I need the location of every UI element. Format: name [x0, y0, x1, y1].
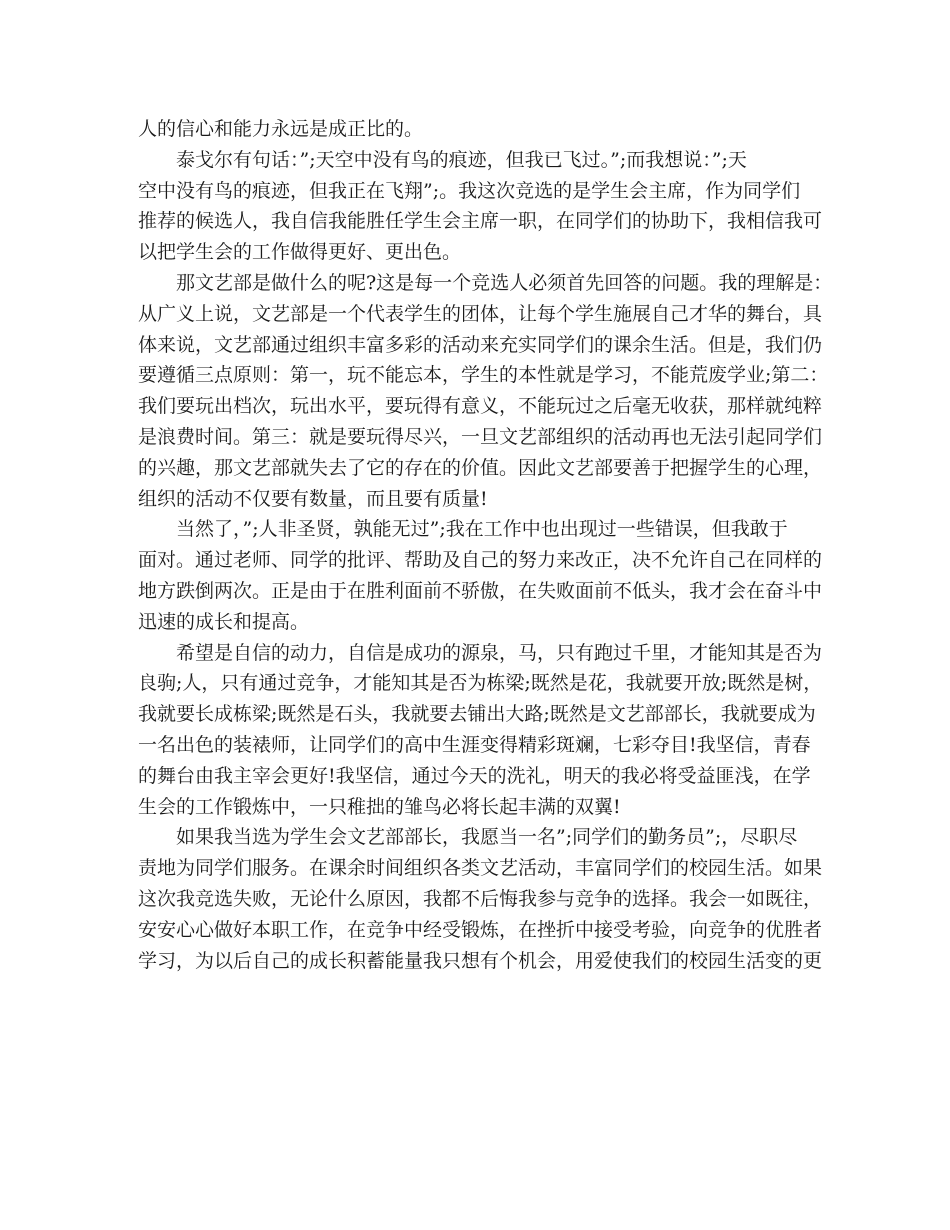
text-line: 生会的工作锻炼中，一只稚拙的雏鸟必将长起丰满的双翼!: [138, 795, 621, 818]
text-line: 良驹;人，只有通过竞争，才能知其是否为栋梁;既然是花，我就要开放;既然是树，: [138, 672, 823, 695]
text-line: 人的信心和能力永远是成正比的。: [138, 118, 424, 140]
text-line: 从广义上说，文艺部是一个代表学生的团体，让每个学生施展自己才华的舞台，具: [138, 302, 823, 325]
text-line: 面对。通过老师、同学的批评、帮助及自己的努力来改正，决不允许自己在同样的: [138, 549, 823, 572]
text-line: 这次我竞选失败，无论什么原因，我都不后悔我参与竞争的选择。我会一如既往，: [138, 887, 823, 910]
text-line: 推荐的候选人，我自信我能胜任学生会主席一职，在同学们的协助下，我相信我可: [138, 210, 823, 233]
text-line: 如果我当选为学生会文艺部部长，我愿当一名”;同学们的勤务员”;，尽职尽: [176, 826, 798, 849]
text-line: 安安心心做好本职工作，在竞争中经受锻炼，在挫折中接受考验，向竞争的优胜者: [138, 918, 823, 941]
text-line: 的兴趣，那文艺部就失去了它的存在的价值。因此文艺部要善于把握学生的心理，: [138, 456, 823, 479]
text-line: 希望是自信的动力，自信是成功的源泉，马，只有跑过千里，才能知其是否为: [176, 641, 823, 664]
document-body: [138, 114, 833, 976]
text-line: 要遵循三点原则：第一，玩不能忘本，学生的本性就是学习，不能荒废学业;第二：: [138, 364, 829, 387]
text-line: 那文艺部是做什么的呢?这是每一个竞选人必须首先回答的问题。我的理解是：: [176, 271, 833, 294]
text-line: 我就要长成栋梁;既然是石头，我就要去铺出大路;既然是文艺部部长，我就要成为: [138, 703, 816, 726]
text-line: 迅速的成长和提高。: [138, 610, 310, 633]
text-line: 体来说，文艺部通过组织丰富多彩的活动来充实同学们的课余生活。但是，我们仍: [138, 333, 823, 356]
text-line: 当然了，”;人非圣贤，孰能无过”;我在工作中也出现过一些错误，但我敢于: [176, 518, 788, 541]
text-line: 以把学生会的工作做得更好、更出色。: [138, 241, 462, 264]
text-line: 空中没有鸟的痕迹，但我正在飞翔”;。我这次竞选的是学生会主席，作为同学们: [138, 179, 801, 202]
text-line: 地方跌倒两次。正是由于在胜利面前不骄傲，在失败面前不低头，我才会在奋斗中: [138, 579, 823, 602]
text-line: 责地为同学们服务。在课余时间组织各类文艺活动，丰富同学们的校园生活。如果: [138, 857, 823, 880]
text-line: 我们要玩出档次，玩出水平，要玩得有意义，不能玩过之后毫无收获，那样就纯粹: [138, 395, 823, 418]
text-line: 一名出色的装裱师，让同学们的高中生涯变得精彩斑斓，七彩夺目!我坚信，青春: [138, 733, 811, 756]
text-line: 泰戈尔有句话：”;天空中没有鸟的痕迹，但我已飞过。”;而我想说：”;天: [176, 148, 747, 171]
text-line: 学习，为以后自己的成长积蓄能量我只想有个机会，用爱使我们的校园生活变的更: [138, 949, 823, 972]
text-line: 是浪费时间。第三：就是要玩得尽兴，一旦文艺部组织的活动再也无法引起同学们: [138, 425, 823, 448]
text-line: 组织的活动不仅要有数量，而且要有质量!: [138, 487, 488, 510]
text-line: 的舞台由我主宰会更好!我坚信，通过今天的洗礼，明天的我必将受益匪浅，在学: [138, 764, 811, 787]
